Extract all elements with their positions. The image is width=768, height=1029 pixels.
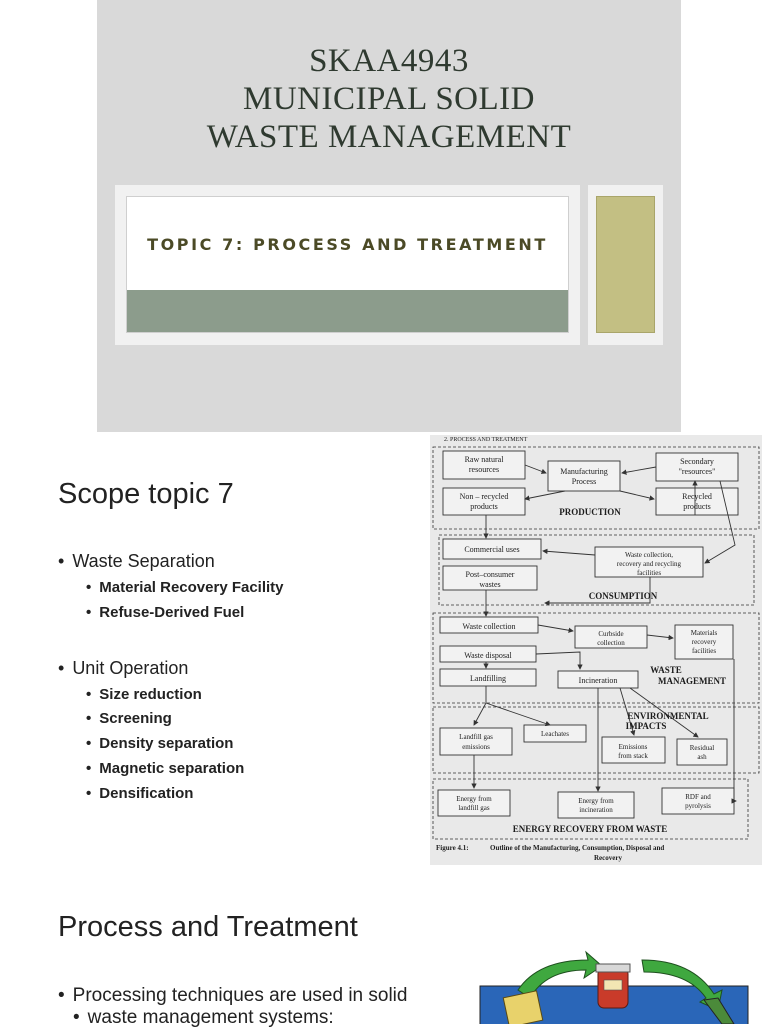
recycling-illustration: [478, 950, 750, 1024]
svg-text:Waste collection: Waste collection: [462, 622, 516, 631]
svg-text:ENVIRONMENTAL: ENVIRONMENTAL: [627, 711, 709, 721]
svg-text:Energy from: Energy from: [578, 797, 614, 805]
svg-text:recovery: recovery: [691, 638, 717, 646]
course-code: SKAA4943: [309, 43, 469, 79]
svg-text:pyrolysis: pyrolysis: [685, 802, 711, 810]
svg-text:from stack: from stack: [618, 752, 648, 760]
svg-text:Recycled: Recycled: [682, 492, 712, 501]
course-name-line2: WASTE MANAGEMENT: [206, 119, 572, 155]
topic-title: TOPIC 7: PROCESS AND TREATMENT: [147, 235, 548, 254]
svg-text:PRODUCTION: PRODUCTION: [559, 507, 621, 517]
svg-text:incineration: incineration: [579, 806, 613, 814]
topic-card: [126, 196, 569, 333]
figure-caption-line2: Recovery: [594, 854, 622, 862]
flow-diagram: [430, 435, 762, 865]
svg-text:products: products: [683, 502, 711, 511]
figure-caption-line1: Outline of the Manufacturing, Consumption, Disposal and: [490, 844, 665, 852]
box-residual-ash: [677, 739, 727, 765]
figure-caption-label: Figure 4.1:: [436, 844, 469, 852]
recycle-icon: [478, 950, 750, 1024]
title-slide: [97, 0, 681, 432]
svg-text:Secondary: Secondary: [680, 457, 714, 466]
svg-text:Non – recycled: Non – recycled: [459, 492, 509, 501]
sub-bullet-screening: • Screening: [86, 710, 172, 727]
svg-text:"resources": "resources": [678, 467, 716, 476]
svg-text:Energy from: Energy from: [456, 795, 492, 803]
svg-text:Materials: Materials: [690, 629, 718, 637]
side-accent-block: [596, 196, 655, 333]
svg-text:Curbside: Curbside: [598, 630, 624, 638]
svg-text:MANAGEMENT: MANAGEMENT: [658, 676, 726, 686]
svg-text:Waste disposal: Waste disposal: [464, 651, 512, 660]
svg-text:Landfilling: Landfilling: [470, 674, 506, 683]
sub-bullet-size-reduction: • Size reduction: [86, 686, 202, 703]
svg-text:collection: collection: [597, 639, 625, 647]
svg-text:Emissions: Emissions: [618, 743, 648, 751]
svg-text:products: products: [470, 502, 498, 511]
sub-bullet-mrf: • Material Recovery Facility: [86, 579, 284, 596]
svg-text:Incineration: Incineration: [578, 676, 618, 685]
topic-accent-bar: [127, 290, 568, 332]
svg-text:Residual: Residual: [689, 744, 715, 752]
bullet-processing-line1: • Processing techniques are used in solid: [58, 985, 407, 1007]
svg-text:Manufacturing: Manufacturing: [560, 467, 608, 476]
svg-text:Waste collection,: Waste collection,: [624, 551, 674, 559]
svg-text:facilities: facilities: [691, 647, 717, 655]
svg-text:Leachates: Leachates: [541, 730, 569, 738]
sub-bullet-rdf: • Refuse-Derived Fuel: [86, 604, 244, 621]
svg-text:emissions: emissions: [462, 743, 490, 751]
sub-bullet-magnetic-separation: • Magnetic separation: [86, 760, 244, 777]
sub-bullet-densification: • Densification: [86, 785, 193, 802]
bullet-processing-line2: • waste management systems:: [73, 1007, 334, 1029]
sub-bullet-density-separation: • Density separation: [86, 735, 233, 752]
course-title: [97, 42, 681, 156]
svg-text:Raw natural: Raw natural: [464, 455, 504, 464]
process-flow-figure: [430, 435, 762, 865]
course-name-line1: MUNICIPAL SOLID: [243, 81, 535, 117]
svg-text:resources: resources: [468, 465, 500, 474]
svg-text:landfill gas: landfill gas: [458, 804, 490, 812]
bullet-unit-operation: • Unit Operation: [58, 658, 188, 679]
box-manufacturing: [548, 461, 620, 491]
svg-text:ash: ash: [697, 753, 707, 761]
svg-text:wastes: wastes: [479, 580, 501, 589]
svg-text:recovery and recycling: recovery and recycling: [616, 560, 682, 568]
svg-text:IMPACTS: IMPACTS: [625, 721, 667, 731]
svg-text:CONSUMPTION: CONSUMPTION: [588, 591, 658, 601]
bullet-waste-separation: • Waste Separation: [58, 551, 215, 572]
scope-heading: Scope topic 7: [58, 478, 234, 510]
svg-text:Post–consumer: Post–consumer: [465, 570, 515, 579]
side-panel: [588, 185, 663, 345]
svg-text:facilities: facilities: [636, 569, 662, 577]
figure-header: 2. PROCESS AND TREATMENT: [444, 437, 528, 443]
svg-text:RDF and: RDF and: [685, 793, 711, 801]
box-rdf-pyrolysis: [662, 788, 734, 814]
process-heading: Process and Treatment: [58, 911, 358, 943]
topic-panel: [115, 185, 580, 345]
box-energy-incineration: [558, 792, 634, 818]
box-energy-landfill-gas: [438, 790, 510, 816]
svg-text:Commercial uses: Commercial uses: [464, 545, 520, 554]
svg-text:Process: Process: [571, 477, 597, 486]
svg-text:WASTE: WASTE: [650, 665, 682, 675]
svg-text:Landfill gas: Landfill gas: [459, 733, 493, 741]
svg-text:ENERGY RECOVERY FROM WASTE: ENERGY RECOVERY FROM WASTE: [512, 824, 668, 834]
